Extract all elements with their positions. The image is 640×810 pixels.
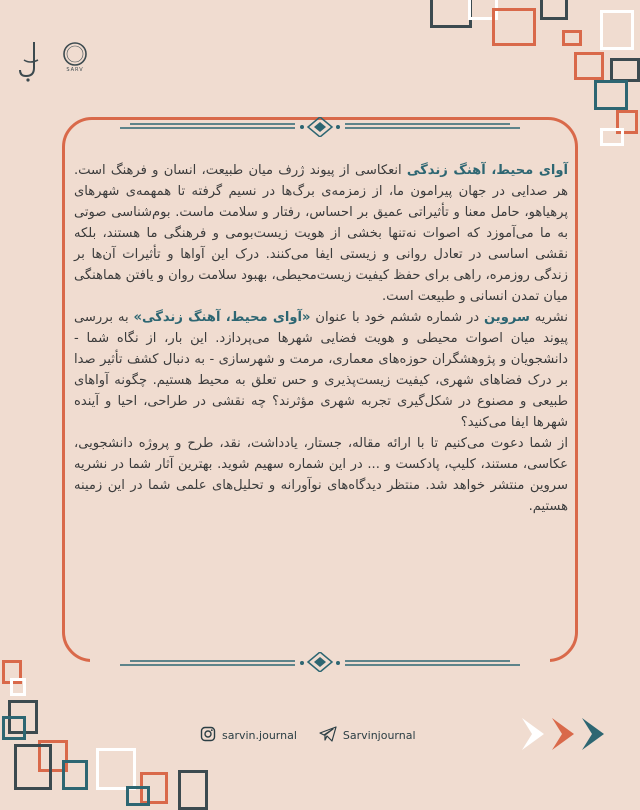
intro-paragraph [74,160,568,307]
telegram-handle: Sarvinjournal [342,728,416,742]
footer-social [200,720,460,750]
ring-caption: SARV [66,67,84,73]
journal-monogram-logo [14,38,44,84]
telegram-link[interactable] [319,726,416,745]
instagram-link[interactable] [200,726,297,745]
call-paragraph: از شما دعوت می‌کنیم تا با ارائه مقاله، جستار، یادداشت، نقد، طرح و پروژه دانشجویی، عکاسی، مستند، کلیپ، پادکست و ... در این شماره سهیم شوید. بهترین آثار شما در نشریه سروین منتشر خواهد شد. منتظر دیدگاه‌های نوآورانه و تحلیل‌های علمی شما در این زمینه هستیم. [74,436,568,514]
announcement-text-area [74,160,568,517]
journal-name: سروین [484,310,530,325]
issue-title: «آوای محیط، آهنگ زندگی» [133,310,311,325]
journal-prefix: نشریه [529,310,568,325]
arrow-icon [520,716,620,752]
top-ornament [90,117,550,137]
journal-body: به بررسی پیوند میان اصوات محیطی و هویت فضایی شهرها می‌پردازد. این بار، از نگاه شما - دانشجویان و پژوهشگران حوزه‌های معماری، مرمت و شهرسازی - به دنبال کشف تأثیر صدا بر درک فضاهای شهری، کیفیت زیست‌پذیری و حس تعلق به محیط هستیم. چگونه آواهای طبیعی و مصنوع در شکل‌گیری تجربه شهری مؤثرند؟ چه نقشی در طراحی، احیا و آینده شهرها ایفا می‌کنید؟ [74,310,568,430]
instagram-icon [200,726,216,745]
journal-mid: در شماره ششم خود با عنوان [310,310,485,325]
journal-paragraph [74,307,568,433]
instagram-handle: sarvin.journal [222,728,297,742]
intro-body: انعکاسی از پیوند ژرف میان طبیعت، انسان و فرهنگ است. هر صدایی در جهان پیرامون ما، از زمزمه‌ی برگ‌ها در نسیم گرفته تا همهمه‌ی شهرهای پرهیاهو، حامل معنا و تأثیراتی عمیق بر احساس، رفتار و سلامت ماست. بوم‌شناسی صوتی به ما می‌آموزد که اصوات نه‌تنها بخشی از هویت زیست‌بومی و فرهنگی ما هستند، بلکه نقشی اساسی در تعادل روانی و زیستی ایفا می‌کنند. درک این آواها و تأثیرات آن‌ها بر زندگی روزمره، راهی برای حفظ کیفیت زیست‌محیطی، بهبود سلامت روان و یافتن هماهنگی میان تمدن انسانی و طبیعت است. [74,163,568,304]
telegram-icon [319,726,337,745]
bottom-ornament [90,652,550,672]
sarv-ring-logo [60,40,90,76]
intro-title: آوای محیط، آهنگ زندگی [406,163,568,178]
